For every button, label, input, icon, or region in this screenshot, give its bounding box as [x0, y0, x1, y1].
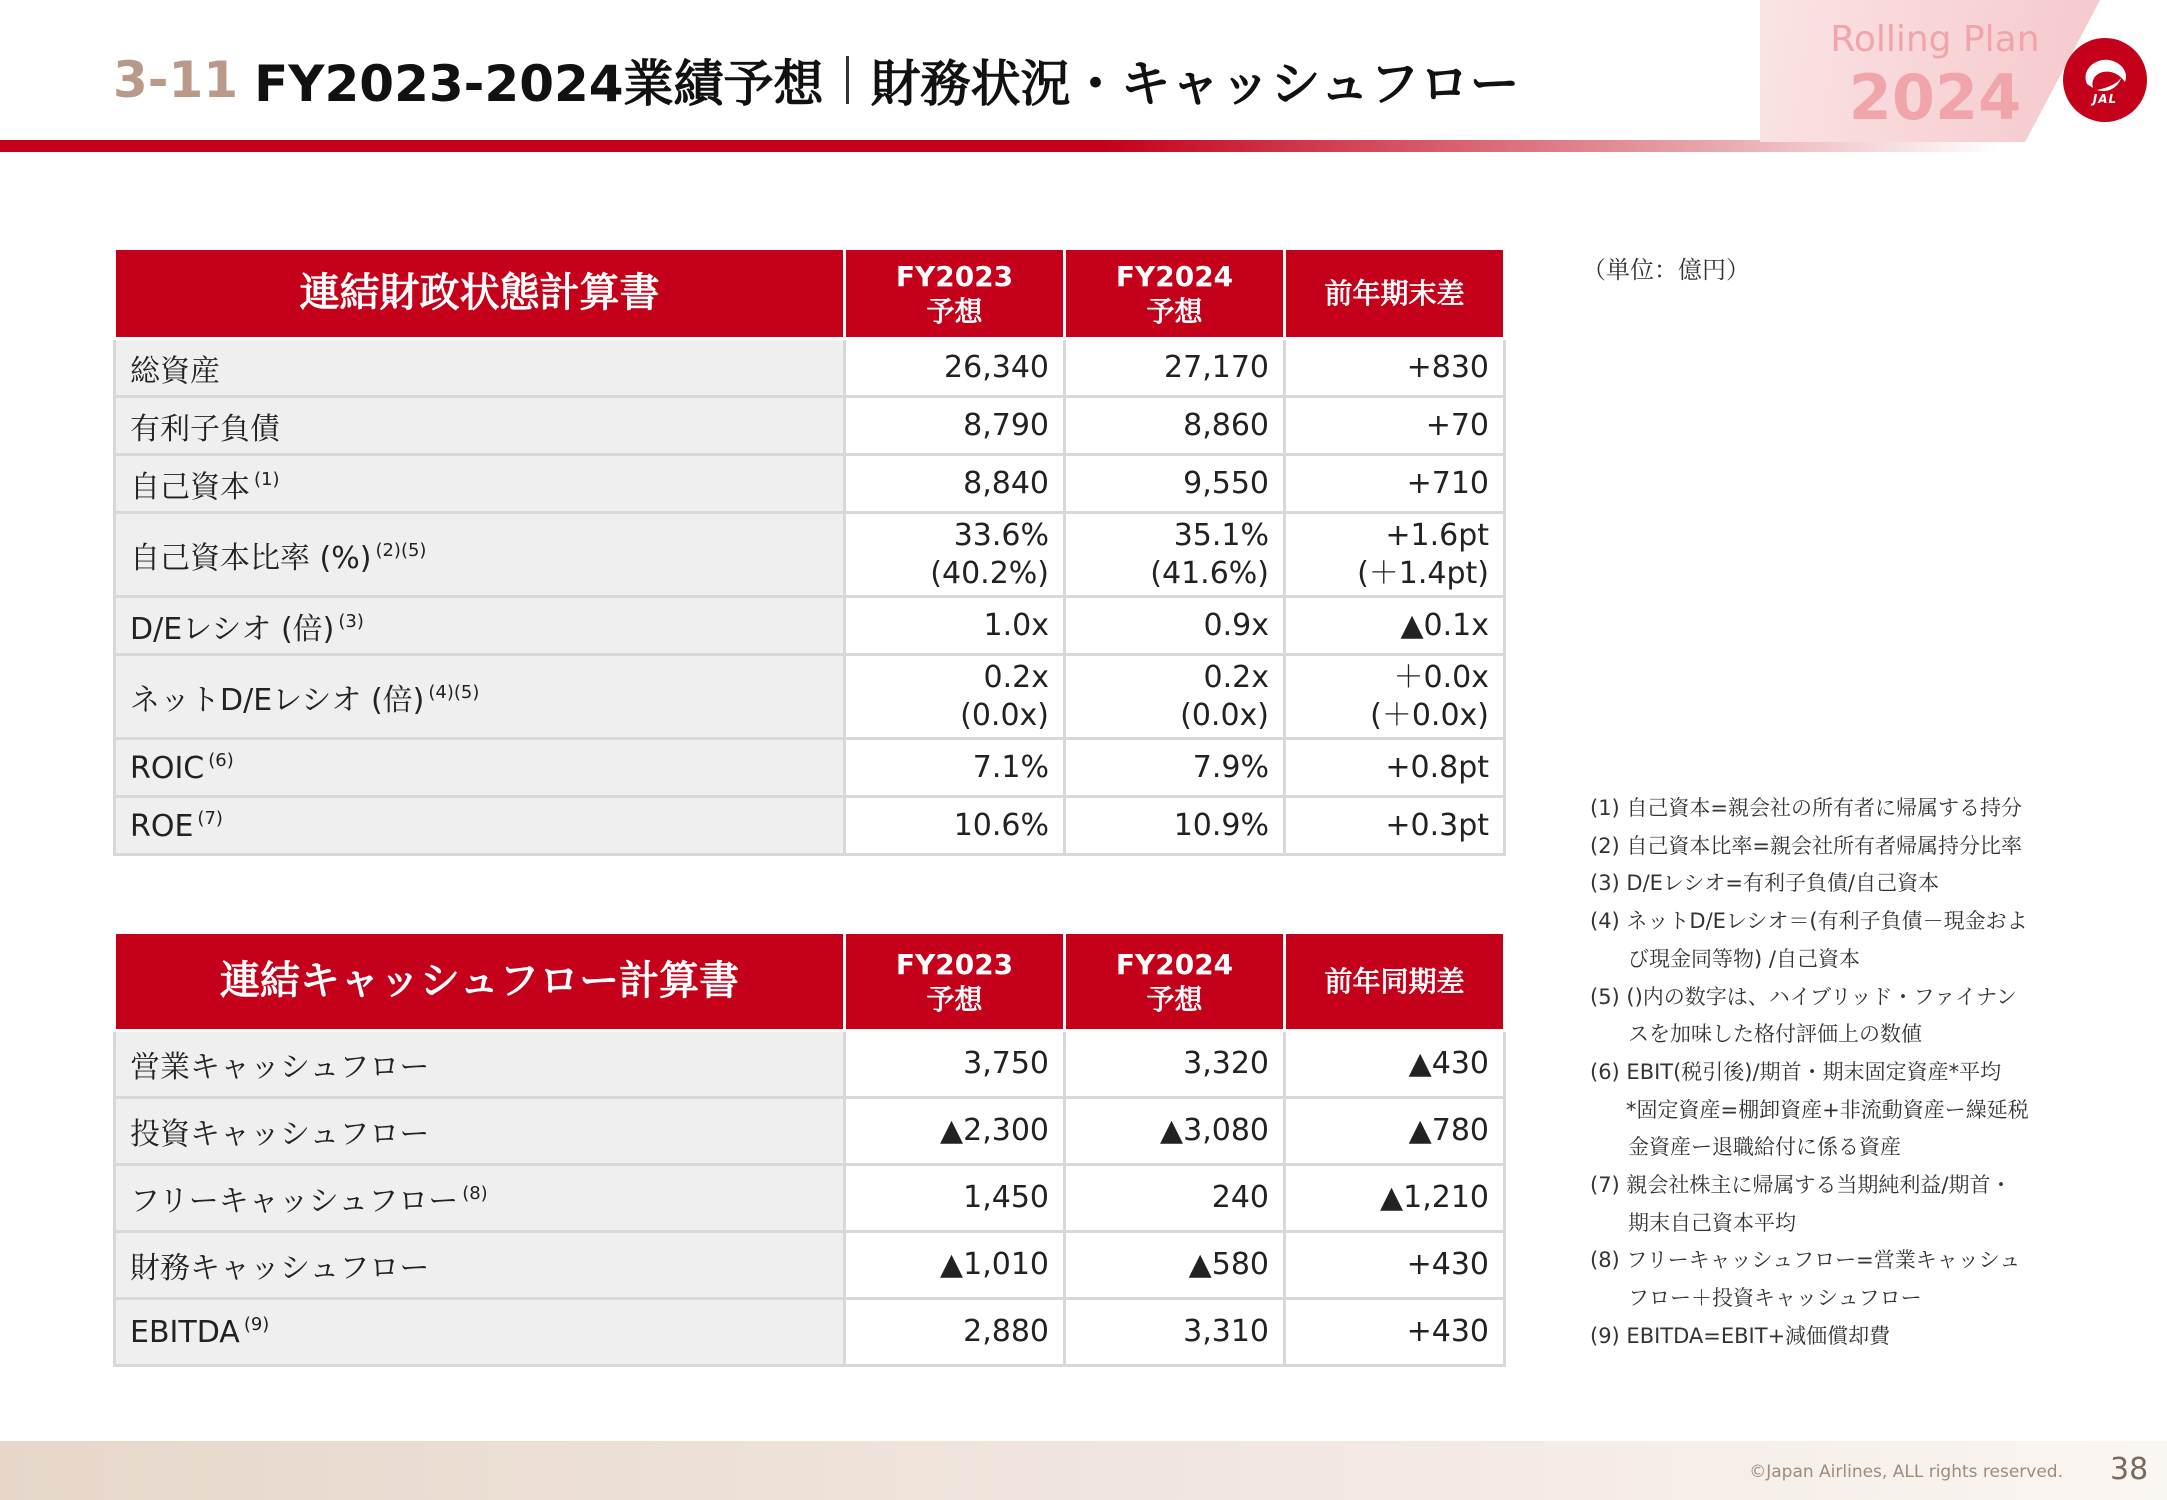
fy2023-value: 0.2x (0.0x)	[845, 655, 1065, 739]
balance-sheet-title: 連結財政状態計算書	[115, 249, 845, 339]
table-row	[115, 1098, 1505, 1165]
fy2023-value: 7.1%	[845, 739, 1065, 797]
fy2023-value: 26,340	[845, 339, 1065, 397]
table-row	[115, 1031, 1505, 1098]
fy2023-value: ▲2,300	[845, 1098, 1065, 1165]
diff-value: ▲780	[1285, 1098, 1505, 1165]
fy2023-value: 3,750	[845, 1031, 1065, 1098]
table-row	[115, 655, 1505, 739]
diff-value: ▲430	[1285, 1031, 1505, 1098]
row-label: 投資キャッシュフロー	[115, 1098, 845, 1165]
footnote: スを加味した格付評価上の数値	[1628, 1022, 1922, 1047]
table-row	[115, 513, 1505, 597]
footnote: (4) ネットD/Eレシオ＝(有利子負債－現金およ	[1590, 909, 2028, 934]
fy2024-value: 27,170	[1065, 339, 1285, 397]
jal-logo	[2063, 38, 2147, 122]
table-row	[115, 797, 1505, 855]
unit-label: （単位：億円）	[1582, 256, 1750, 284]
footnote: (1) 自己資本=親会社の所有者に帰属する持分	[1590, 796, 2023, 820]
diff-value: ＋0.0x (＋0.0x)	[1285, 655, 1505, 739]
row-label: ネットD/Eレシオ (倍) $^{(4)(5)}$	[115, 655, 845, 739]
row-label: 総資産	[115, 339, 845, 397]
fy2023-value: ▲1,010	[845, 1232, 1065, 1299]
table-row	[115, 339, 1505, 397]
footnote: び現金同等物) /自己資本	[1628, 946, 1860, 971]
fy2024-value: 10.9%	[1065, 797, 1285, 855]
fy2024-value: 0.9x	[1065, 597, 1285, 655]
footnote: 金資産ー退職給付に係る資産	[1628, 1135, 1901, 1160]
table-header-row	[115, 249, 1505, 339]
diff-value: +430	[1285, 1232, 1505, 1299]
col-fy2024: FY2024 予想	[1065, 249, 1285, 339]
col-fy2023: FY2023 予想	[845, 249, 1065, 339]
page-number: 38	[2110, 1452, 2149, 1487]
fy2023-value: 10.6%	[845, 797, 1065, 855]
title-left: FY2023-2024業績予想	[254, 55, 824, 113]
footnote: (8) フリーキャッシュフロー=営業キャッシュ	[1590, 1248, 2021, 1273]
fy2023-value: 33.6% (40.2%)	[845, 513, 1065, 597]
fy2023-value: 8,840	[845, 455, 1065, 513]
rolling-plan-label: Rolling Plan	[1830, 19, 2040, 60]
table-header-row	[115, 933, 1505, 1031]
cash-flow-table	[113, 931, 1506, 1367]
fy2023-value: 1,450	[845, 1165, 1065, 1232]
row-label: 財務キャッシュフロー	[115, 1232, 845, 1299]
title-separator	[846, 56, 849, 104]
table-row	[115, 397, 1505, 455]
row-label: フリーキャッシュフロー $^{(8)}$	[115, 1165, 845, 1232]
col-diff: 前年同期差	[1285, 933, 1505, 1031]
rolling-plan-year: 2024	[1848, 61, 2022, 134]
footnote: *固定資産=棚卸資産+非流動資産ー繰延税	[1626, 1097, 2029, 1122]
diff-value: +830	[1285, 339, 1505, 397]
fy2024-value: 240	[1065, 1165, 1285, 1232]
page-title	[113, 40, 1520, 120]
diff-value: +710	[1285, 455, 1505, 513]
diff-value: +0.3pt	[1285, 797, 1505, 855]
table-row	[115, 597, 1505, 655]
table-row	[115, 1299, 1505, 1366]
table-row	[115, 739, 1505, 797]
copyright: ©Japan Airlines, ALL rights reserved.	[1749, 1462, 2063, 1482]
fy2024-value: 0.2x (0.0x)	[1065, 655, 1285, 739]
row-label: ROE $^{(7)}$	[115, 797, 845, 855]
fy2023-value: 8,790	[845, 397, 1065, 455]
cash-flow-title: 連結キャッシュフロー計算書	[115, 933, 845, 1031]
table-row	[115, 1232, 1505, 1299]
fy2023-value: 1.0x	[845, 597, 1065, 655]
footnote: (7) 親会社株主に帰属する当期純利益/期首・	[1590, 1173, 2012, 1198]
col-diff: 前年期末差	[1285, 249, 1505, 339]
fy2024-value: 3,320	[1065, 1031, 1285, 1098]
footnote: フロー＋投資キャッシュフロー	[1628, 1286, 1922, 1311]
col-fy2024: FY2024 予想	[1065, 933, 1285, 1031]
footnotes	[1590, 790, 2070, 1356]
footnote: (3) D/Eレシオ=有利子負債/自己資本	[1590, 871, 1940, 896]
row-label: 自己資本 $^{(1)}$	[115, 455, 845, 513]
diff-value: ▲0.1x	[1285, 597, 1505, 655]
footnote: (9) EBITDA=EBIT+減価償却費	[1590, 1323, 1891, 1348]
fy2024-value: 35.1% (41.6%)	[1065, 513, 1285, 597]
section-number: 3-11	[113, 51, 239, 109]
col-fy2023: FY2023 予想	[845, 933, 1065, 1031]
row-label: 自己資本比率 (%) $^{(2)(5)}$	[115, 513, 845, 597]
footnote: (5) ()内の数字は、ハイブリッド・ファイナン	[1590, 984, 2018, 1009]
fy2024-value: 3,310	[1065, 1299, 1285, 1366]
footnote: 期末自己資本平均	[1628, 1210, 1796, 1235]
footnote: (6) EBIT(税引後)/期首・期末固定資産*平均	[1590, 1059, 2002, 1084]
diff-value: +70	[1285, 397, 1505, 455]
row-label: EBITDA $^{(9)}$	[115, 1299, 845, 1366]
fy2024-value: 7.9%	[1065, 739, 1285, 797]
fy2023-value: 2,880	[845, 1299, 1065, 1366]
diff-value: ▲1,210	[1285, 1165, 1505, 1232]
rolling-plan-badge	[1770, 14, 2100, 134]
row-label: 営業キャッシュフロー	[115, 1031, 845, 1098]
footnote: (2) 自己資本比率=親会社所有者帰属持分比率	[1590, 833, 2023, 858]
fy2024-value: ▲3,080	[1065, 1098, 1285, 1165]
table-row	[115, 455, 1505, 513]
fy2024-value: ▲580	[1065, 1232, 1285, 1299]
diff-value: +0.8pt	[1285, 739, 1505, 797]
row-label: D/Eレシオ (倍) $^{(3)}$	[115, 597, 845, 655]
jal-logo-text: JAL	[2092, 92, 2118, 106]
row-label: 有利子負債	[115, 397, 845, 455]
diff-value: +1.6pt (＋1.4pt)	[1285, 513, 1505, 597]
header-red-rule	[0, 140, 2000, 152]
fy2024-value: 8,860	[1065, 397, 1285, 455]
title-right: 財務状況・キャッシュフロー	[870, 55, 1520, 113]
fy2024-value: 9,550	[1065, 455, 1285, 513]
row-label: ROIC $^{(6)}$	[115, 739, 845, 797]
balance-sheet-table	[113, 247, 1506, 856]
table-row	[115, 1165, 1505, 1232]
diff-value: +430	[1285, 1299, 1505, 1366]
